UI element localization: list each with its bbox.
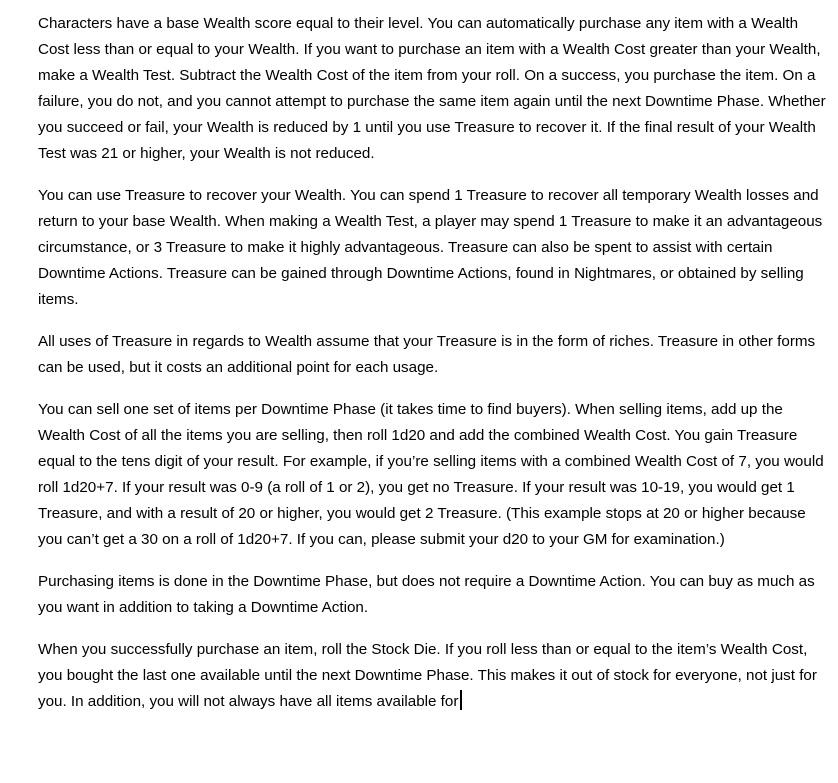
paragraph-text: When you successfully purchase an item, roll the Stock Die. If you roll less than or equal to the item’s Wealth Cost, you bought the last one available until the next Downtime Phase. This makes it out of stock for everyone, not just for you. In addition, you will not always have all items available for: [38, 641, 817, 710]
paragraph-treasure-riches: [38, 329, 828, 381]
paragraph-text: Characters have a base Wealth score equal to their level. You can automatically purchase any item with a Wealth Cost less than or equal to your Wealth. If you want to purchase an item with a Wealth Cost greater than your Wealth, make a Wealth Test. Subtract the Wealth Cost of the item from your roll. On a success, you purchase the item. On a failure, you do not, and you cannot attempt to purchase the same item again until the next Downtime Phase. Whether you succeed or fail, your Wealth is reduced by 1 until you use Treasure to recover it. If the final result of your Wealth Test was 21 or higher, your Wealth is not reduced.: [38, 15, 826, 162]
paragraph-text: You can sell one set of items per Downtime Phase (it takes time to find buyers). When selling items, add up the Wealth Cost of all the items you are selling, then roll 1d20 and add the combined Wealth Cost. You gain Treasure equal to the tens digit of your result. For example, if you’re selling items with a combined Wealth Cost of 7, you would roll 1d20+7. If your result was 0-9 (a roll of 1 or 2), you get no Treasure. If your result was 10-19, you would get 1 Treasure, and with a result of 20 or higher, you would get 2 Treasure. (This example stops at 20 or higher because you can’t get a 30 on a roll of 1d20+7. If you can, please submit your d20 to your GM for examination.): [38, 401, 824, 548]
document-body[interactable]: [38, 11, 828, 715]
paragraph-stock-die: [38, 637, 828, 715]
paragraph-purchasing-downtime: [38, 569, 828, 621]
paragraph-text: You can use Treasure to recover your Wealth. You can spend 1 Treasure to recover all temporary Wealth losses and return to your base Wealth. When making a Wealth Test, a player may spend 1 Treasure to make it an advantageous circumstance, or 3 Treasure to make it highly advantageous. Treasure can also be spent to assist with certain Downtime Actions. Treasure can be gained through Downtime Actions, found in Nightmares, or obtained by selling items.: [38, 187, 823, 308]
paragraph-treasure-recovery: [38, 183, 828, 313]
text-cursor: [460, 690, 462, 710]
paragraph-text: All uses of Treasure in regards to Wealth assume that your Treasure is in the form of riches. Treasure in other forms can be used, but it costs an additional point for each usage.: [38, 333, 816, 376]
paragraph-selling-items: [38, 397, 828, 553]
paragraph-text: Purchasing items is done in the Downtime Phase, but does not require a Downtime Action. You can buy as much as you want in addition to taking a Downtime Action.: [38, 573, 815, 616]
paragraph-wealth-score: [38, 11, 828, 167]
